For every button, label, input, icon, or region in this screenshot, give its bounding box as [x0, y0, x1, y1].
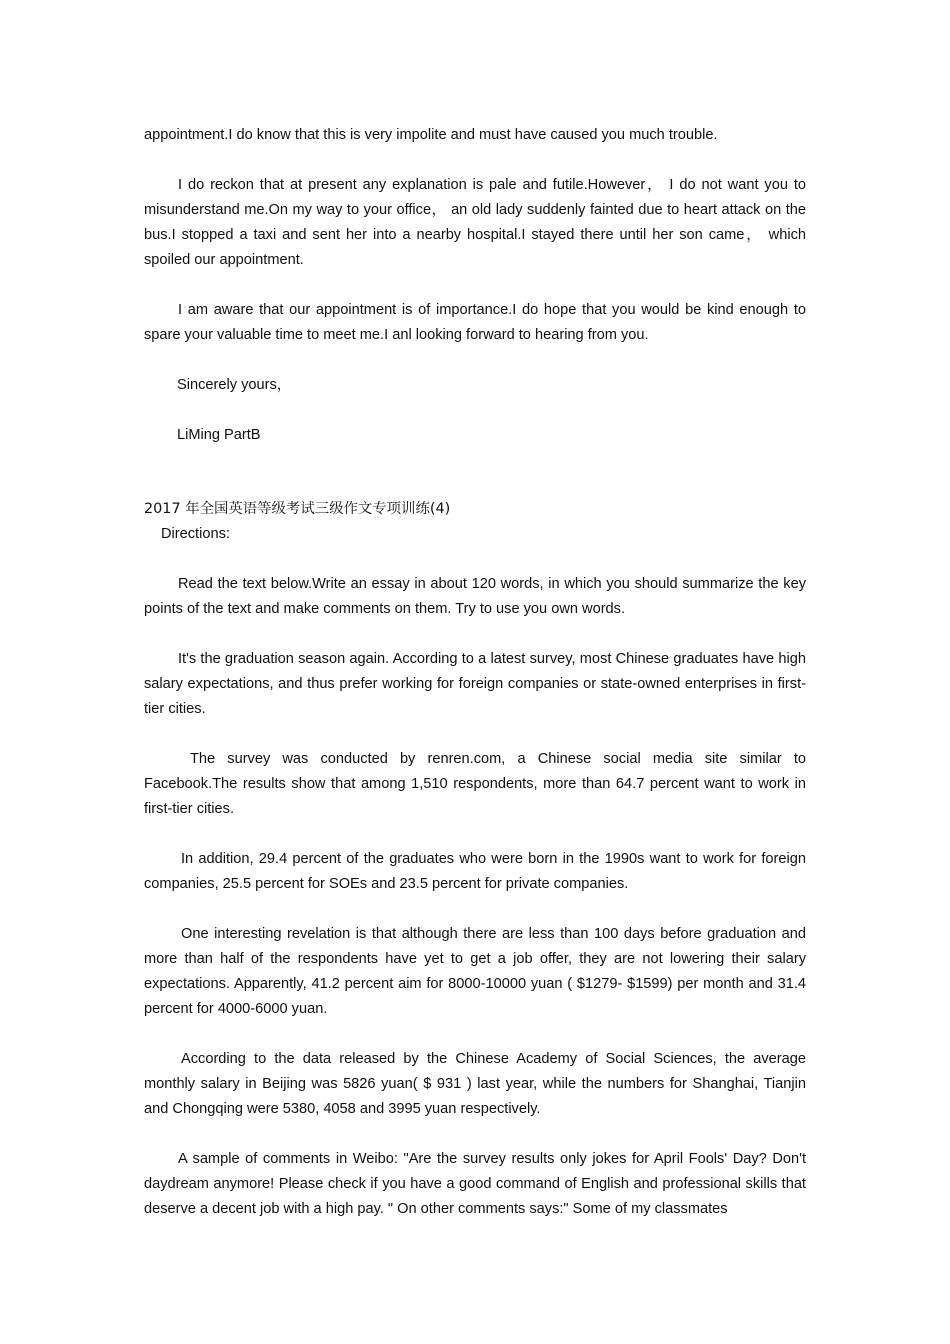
document-body — [144, 123, 806, 1247]
paragraph-continuation: appointment.I do know that this is very impolite and must have caused you much trouble. — [144, 127, 718, 143]
paragraph-explanation: I do reckon that at present any explanation is pale and futile.However， I do not want you to misunderstand me.On my way to your office， an old lady suddenly fainted due to heart attack on the bus.I stopped a taxi and sent her into a nearby hospital.I stayed there until her son came， which spoiled our appointment. — [144, 177, 806, 268]
paragraph-revelation: One interesting revelation is that although there are less than 100 days before graduation and more than half of the respondents have yet to get a job offer, they are not lowering their salary expectations. Apparently, 41.2 percent aim for 8000-10000 yuan ( $1279- $1599) per month and 31.4 percent for 4000-6000 yuan. — [144, 926, 806, 1017]
paragraph-importance: I am aware that our appointment is of importance.I do hope that you would be kind enough to spare your valuable time to meet me.I anl looking forward to hearing from you. — [144, 302, 806, 343]
letter-signature: LiMing PartB — [177, 427, 261, 443]
letter-closing: Sincerely yours， — [177, 377, 292, 393]
paragraph-instructions: Read the text below.Write an essay in about 120 words, in which you should summarize the key points of the text and make comments on them. Try to use you own words. — [144, 576, 806, 617]
paragraph-addition: In addition, 29.4 percent of the graduates who were born in the 1990s want to work for foreign companies, 25.5 percent for SOEs and 23.5 percent for private companies. — [144, 851, 806, 892]
paragraph-weibo: A sample of comments in Weibo: "Are the survey results only jokes for April Fools' Day? Don't daydream anymore! Please check if you have a good command of English and professional skills that deserve a decent job with a high pay. " On other comments says:" Some of my classmates — [144, 1151, 806, 1217]
section-heading: 2017 年全国英语等级考试三级作文专项训练(4) — [144, 501, 451, 517]
paragraph-survey: The survey was conducted by renren.com, a Chinese social media site similar to Facebook.The results show that among 1,510 respondents, more than 64.7 percent want to work in first-tier cities. — [144, 751, 806, 817]
paragraph-academy: According to the data released by the Chinese Academy of Social Sciences, the average monthly salary in Beijing was 5826 yuan( $ 931 ) last year, while the numbers for Shanghai, Tianjin and Chongqing were 5380, 4058 and 3995 yuan respectively. — [144, 1051, 806, 1117]
paragraph-graduation: It's the graduation season again. According to a latest survey, most Chinese graduates have high salary expectations, and thus prefer working for foreign companies or state-owned enterprises in first-tier cities. — [144, 651, 806, 717]
directions-label: Directions: — [161, 526, 230, 542]
